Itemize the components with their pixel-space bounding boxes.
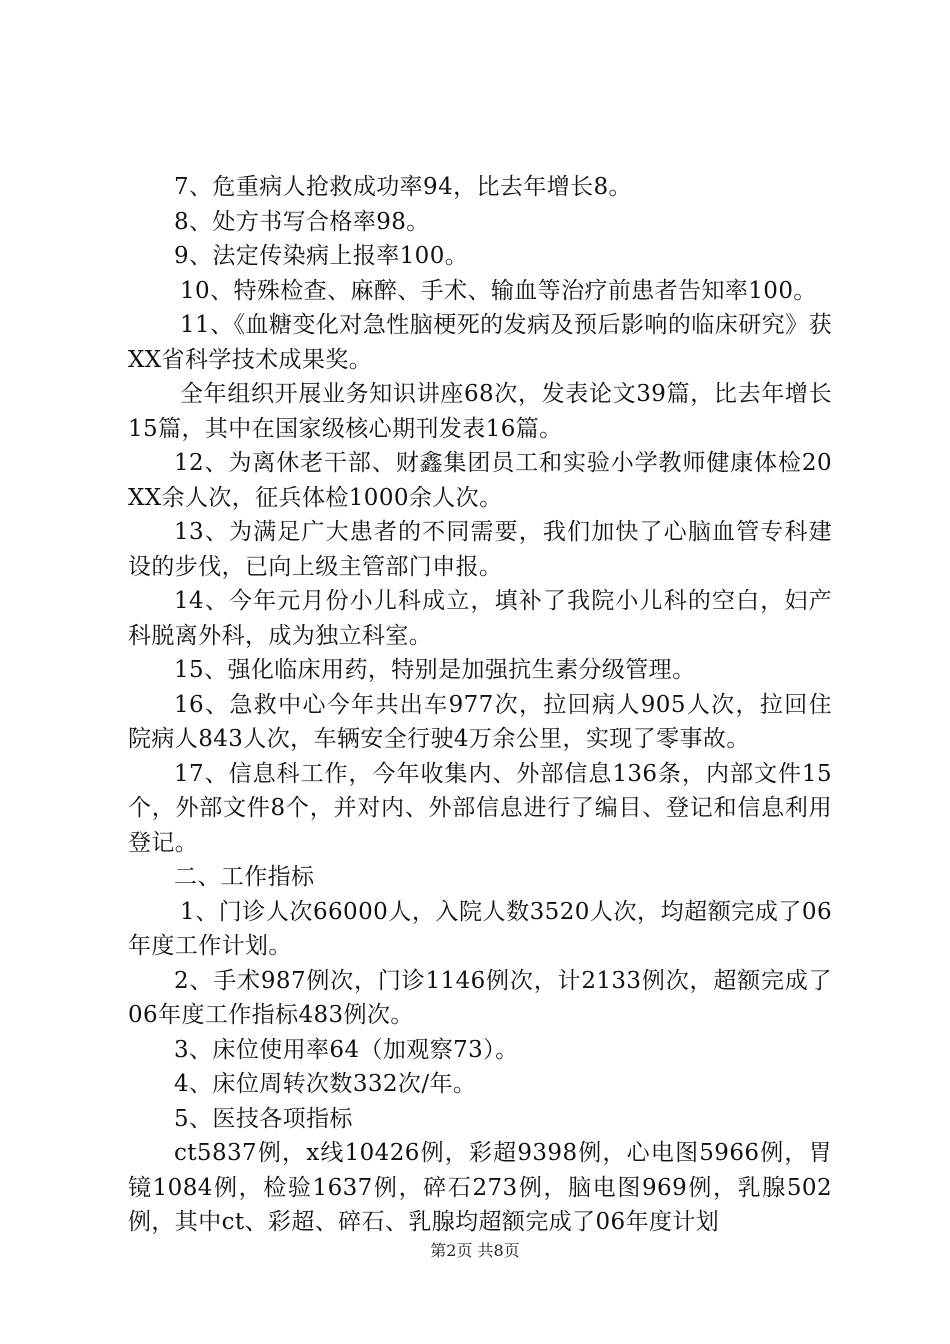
- paragraph-indicator-3: 3、床位使用率64（加观察73）。: [174, 1036, 519, 1063]
- paragraph-item-9: 9、法定传染病上报率100。: [174, 243, 469, 269]
- paragraph-item-11: 11、《血糖变化对急性脑梗死的发病及预后影响的临床研究》获XX省科学技术成果奖。: [128, 312, 832, 373]
- paragraph-item-7: 7、危重病人抢救成功率94，比去年增长8。: [174, 174, 632, 200]
- paragraph-item-16: 16、急救中心今年共出车977次，拉回病人905人次，拉回住院病人843人次，车辆安全行驶4万余公里，实现了零事故。: [128, 691, 832, 752]
- section-heading-work-indicators: 二、工作指标: [174, 864, 315, 890]
- paragraph-lectures: 全年组织开展业务知识讲座68次，发表论文39篇，比去年增长15篇，其中在国家级核心期刊发表16篇。: [128, 381, 832, 442]
- paragraph-indicator-5: 5、医技各项指标: [174, 1105, 353, 1132]
- paragraph-item-10: 10、特殊检查、麻醉、手术、输血等治疗前患者告知率100。: [180, 277, 817, 304]
- paragraph-item-14: 14、今年元月份小儿科成立，填补了我院小儿科的空白，妇产科脱离外科，成为独立科室。: [128, 588, 832, 649]
- paragraph-indicator-4: 4、床位周转次数332次/年。: [174, 1071, 477, 1097]
- paragraph-medtech-figures: ct5837例，x线10426例，彩超9398例，心电图5966例，胃镜1084例，检验1637例，碎石273例，脑电图969例，乳腺502例，其中ct、彩超、碎石、乳腺均超额完成了06年度计划: [128, 1140, 832, 1235]
- paragraph-item-8: 8、处方书写合格率98。: [174, 208, 430, 235]
- paragraph-indicator-1: 1、门诊人次66000人，入院人数3520人次，均超额完成了06年度工作计划。: [128, 898, 832, 959]
- page-footer: 第2页 共8页: [430, 1241, 520, 1260]
- document-body: [128, 170, 832, 1240]
- paragraph-item-15: 15、强化临床用药，特别是加强抗生素分级管理。: [174, 657, 696, 683]
- paragraph-indicator-2: 2、手术987例次，门诊1146例次，计2133例次，超额完成了06年度工作指标483例次。: [128, 967, 832, 1028]
- paragraph-item-13: 13、为满足广大患者的不同需要，我们加快了心脑血管专科建设的步伐，已向上级主管部门申报。: [128, 519, 832, 580]
- paragraph-item-12: 12、为离休老干部、财鑫集团员工和实验小学教师健康体检20XX余人次，征兵体检1000余人次。: [128, 450, 832, 511]
- paragraph-item-17: 17、信息科工作，今年收集内、外部信息136条，内部文件15个，外部文件8个，并对内、外部信息进行了编目、登记和信息利用登记。: [128, 760, 832, 856]
